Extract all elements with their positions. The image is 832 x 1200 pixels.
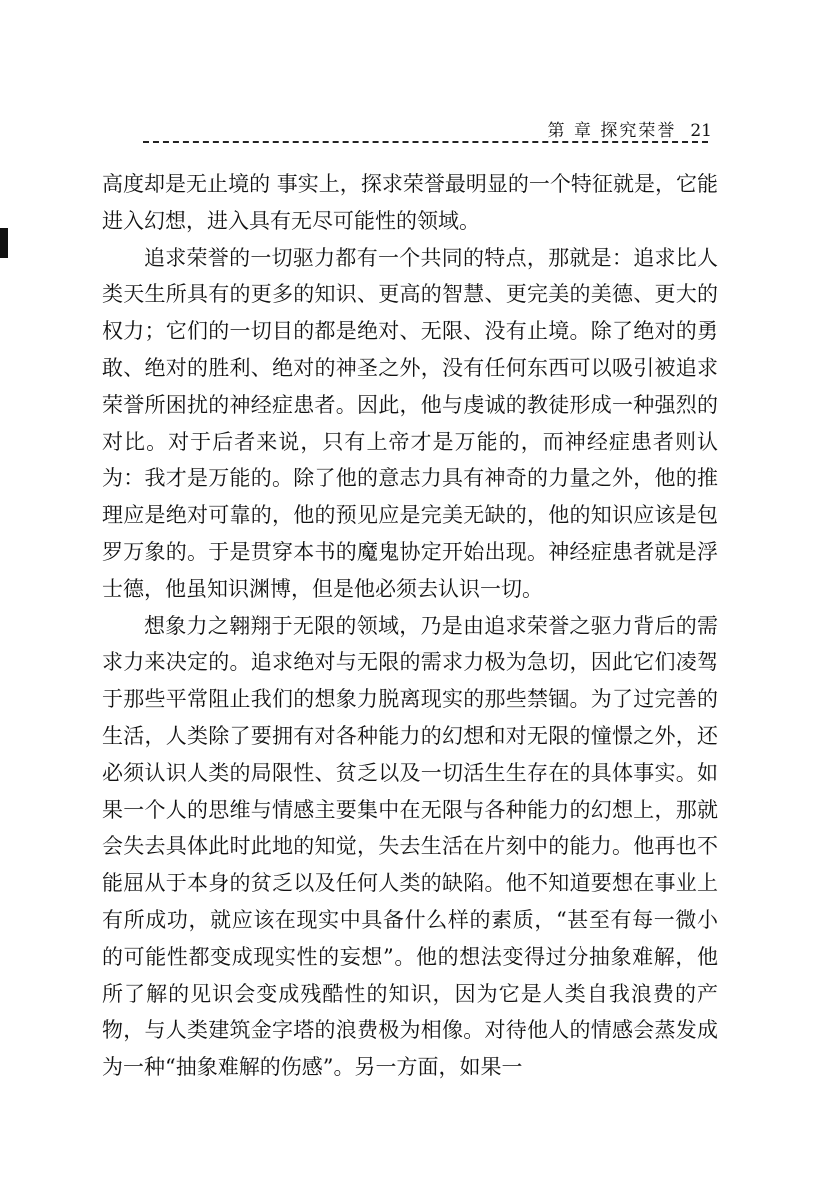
paragraph: 追求荣誉的一切驱力都有一个共同的特点，那就是：追求比人类天生所具有的更多的知识、更高的智慧、更完美的美德、更大的权力；它们的一切目的都是绝对、无限、没有止境。除了绝对的勇敢、绝对的胜利、绝对的神圣之外，没有任何东西可以吸引被追求荣誉所困扰的神经症患者。因此，他与虔诚的教徒形成一种强烈的对比。对于后者来说，只有上帝才是万能的，而神经症患者则认为：我才是万能的。除了他的意志力具有神奇的力量之外，他的推理应是绝对可靠的，他的预见应是完美无缺的，他的知识应该是包罗万象的。于是贯穿本书的魔鬼协定开始出现。神经症患者就是浮士德，他虽知识渊博，但是他必须去认识一切。 — [102, 245, 718, 601]
scan-edge-mark — [0, 228, 8, 258]
paragraph: 高度却是无止境的 事实上，探求荣誉最明显的一个特征就是，它能进入幻想，进入具有无尽可能性的领域。 — [102, 172, 718, 233]
header-rule — [143, 141, 708, 143]
body-text — [102, 166, 718, 1086]
chapter-title: 第 章 探究荣誉 — [547, 121, 677, 141]
page-number: 21 — [690, 121, 712, 141]
running-header — [548, 116, 712, 141]
paragraph: 想象力之翱翔于无限的领域，乃是由追求荣誉之驱力背后的需求力来决定的。追求绝对与无限的需求力极为急切，因此它们凌驾于那些平常阻止我们的想象力脱离现实的那些禁锢。为了过完善的生活，人类除了要拥有对各种能力的幻想和对无限的憧憬之外，还必须认识人类的局限性、贫乏以及一切活生生存在的具体事实。如果一个人的思维与情感主要集中在无限与各种能力的幻想上，那就会失去具体此时此地的知觉，失去生活在片刻中的能力。他再也不能屈从于本身的贫乏以及任何人类的缺陷。他不知道要想在事业上有所成功，就应该在现实中具备什么样的素质，“甚至有每一微小的可能性都变成现实性的妄想”。他的想法变得过分抽象难解，他所了解的见识会变成残酷性的知识，因为它是人类自我浪费的产物，与人类建筑金字塔的浪费极为相像。对待他人的情感会蒸发成为一种“抽象难解的伤感”。另一方面，如果一 — [102, 613, 718, 1080]
